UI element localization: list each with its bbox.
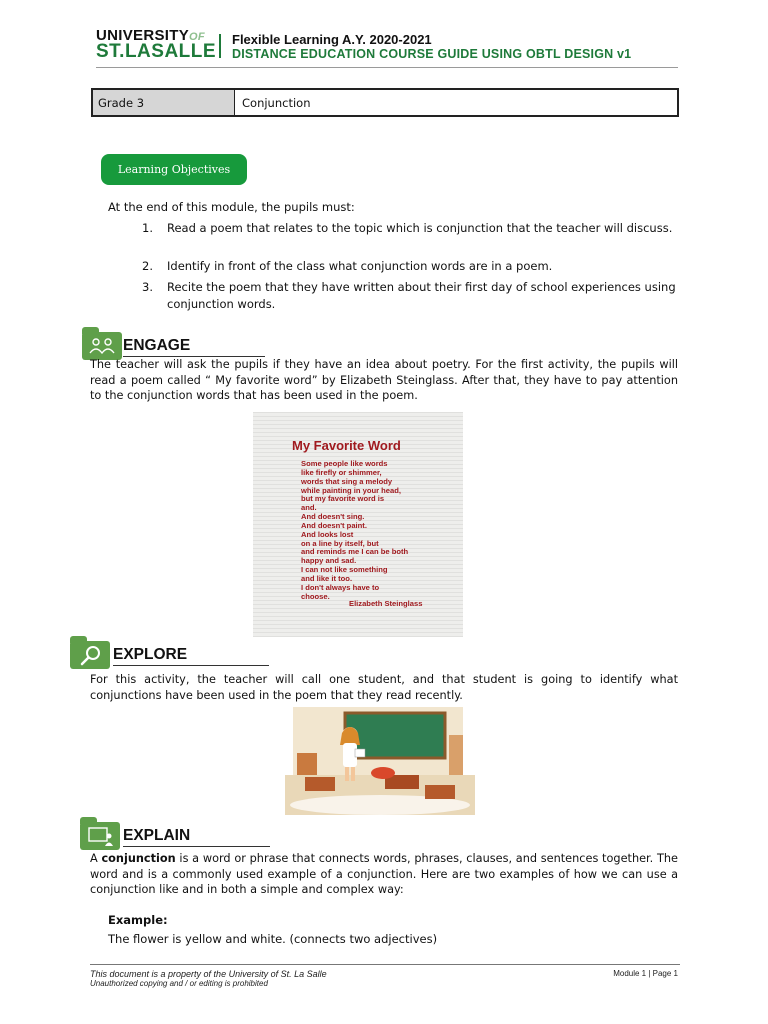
poem-line: And doesn't paint. (301, 520, 367, 530)
topic-table (91, 88, 679, 117)
magnifier-icon (70, 641, 110, 669)
page-header (96, 26, 678, 68)
poem-line: and. (301, 503, 317, 513)
poem-line: and reminds me I can be both (301, 547, 409, 557)
explore-underline (113, 665, 269, 666)
poem-line: on a line by itself, but (301, 538, 379, 548)
footer-copy-note: Unauthorized copying and / or editing is prohibited (90, 979, 268, 988)
poem-line: while painting in your head, (301, 485, 401, 495)
explain-keyword: conjunction (101, 852, 176, 865)
explain-underline (123, 846, 270, 847)
poem-author: Elizabeth Steinglass (349, 599, 423, 608)
explain-body: is a word or phrase that connects words, phrases, clauses, and sentences together. The word and is a commonly used example of a conjunction. Here are two examples of how we can use a conjunction like and in both a simple and complex way: (90, 852, 678, 896)
poem-title: My Favorite Word (292, 438, 401, 453)
grade-cell: Grade 3 (93, 90, 235, 115)
explain-lead: A (90, 852, 102, 865)
explain-title: EXPLAIN (123, 827, 191, 844)
footer-property-note: This document is a property of the University of St. La Salle (90, 969, 327, 979)
poem-line: choose. (301, 591, 330, 601)
objective-text: Recite the poem that they have written about their first day of school experiences using conjunction words. (167, 280, 676, 311)
poem-line: I don't always have to (301, 582, 380, 592)
logo-line1: UNIVERSITY (96, 27, 190, 44)
explore-text: For this activity, the teacher will call one student, and that student is going to identify what conjunctions have been used in the poem that they read recently. (90, 673, 678, 702)
classroom-illustration (285, 705, 475, 815)
footer-divider (90, 964, 680, 965)
explain-icon (80, 822, 120, 850)
header-subtitle: DISTANCE EDUCATION COURSE GUIDE USING OBTL DESIGN v1 (232, 47, 632, 61)
poem-line: but my favorite word is (301, 494, 385, 504)
poem-lines (301, 460, 408, 602)
engage-title: ENGAGE (123, 337, 191, 354)
footer-page-number: Module 1 | Page 1 (613, 969, 678, 978)
objective-number: 2. (142, 259, 153, 273)
people-icon (82, 332, 122, 360)
topic-cell: Conjunction (242, 96, 311, 110)
header-divider (219, 34, 221, 58)
poem-image (253, 412, 463, 637)
poem-line: like firefly or shimmer, (301, 467, 382, 477)
header-title: Flexible Learning A.Y. 2020-2021 (232, 32, 432, 47)
logo-of: OF (189, 31, 205, 43)
logo-line2: ST.LASALLE (96, 41, 217, 62)
poem-line: And looks lost (301, 529, 354, 539)
objectives-intro: At the end of this module, the pupils must: (108, 200, 355, 214)
poem-line: I can not like something (301, 565, 388, 575)
poem-line: happy and sad. (301, 556, 357, 566)
explore-title: EXPLORE (113, 646, 188, 663)
objective-number: 1. (142, 221, 153, 235)
learning-objectives-badge: Learning Objectives (101, 154, 247, 185)
example-label: Example: (108, 913, 168, 927)
objective-number: 3. (142, 280, 153, 294)
engage-icon (82, 332, 122, 360)
poem-line: And doesn't sing. (301, 512, 365, 522)
university-logo (96, 27, 217, 62)
presentation-icon (80, 822, 120, 850)
poem-line: and like it too. (301, 573, 353, 583)
poem-line: Some people like words (301, 459, 388, 468)
poem-line: words that sing a melody (301, 476, 393, 486)
objective-text: Identify in front of the class what conjunction words are in a poem. (167, 259, 553, 273)
objective-text: Read a poem that relates to the topic which is conjunction that the teacher will discuss. (167, 221, 673, 235)
engage-text: The teacher will ask the pupils if they have an idea about poetry. For the first activity, the pupils will read a poem called “ My favorite word” by Elizabeth Steinglass. After that, they have to pay attention to the conjunction words that has been used in the poem. (90, 358, 678, 402)
explore-icon (70, 641, 110, 669)
example-text: The flower is yellow and white. (connects two adjectives) (108, 932, 438, 946)
explain-text (90, 851, 678, 898)
